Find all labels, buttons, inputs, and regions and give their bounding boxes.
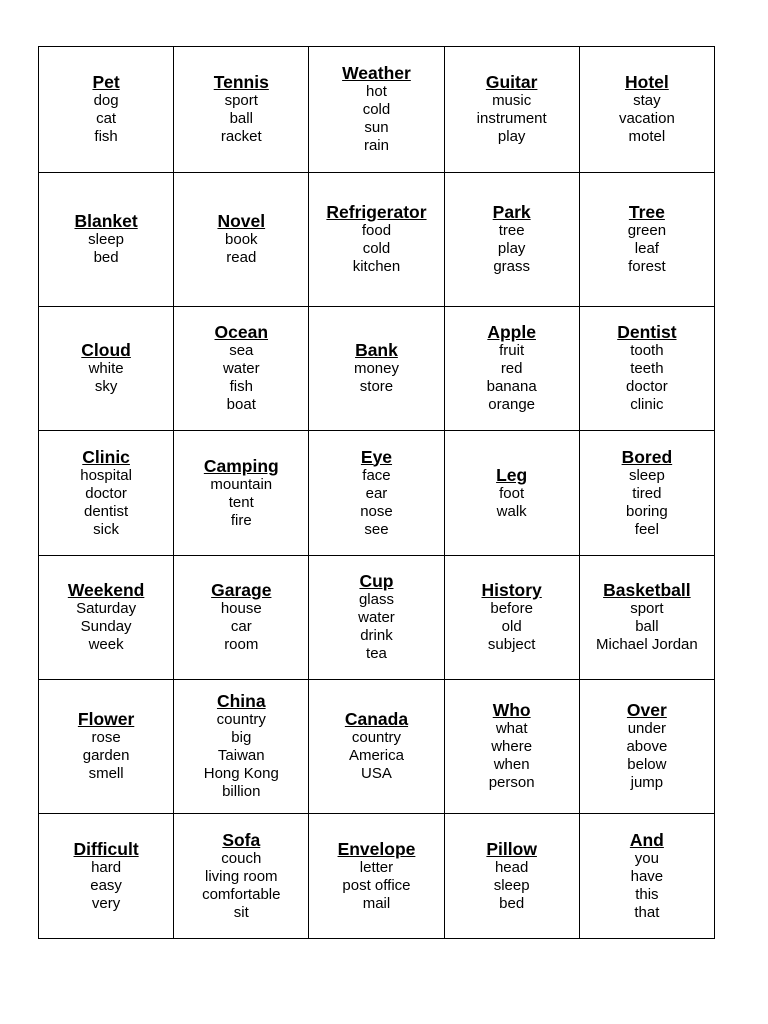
taboo-word: nose xyxy=(360,502,393,520)
taboo-word: read xyxy=(226,249,257,266)
card-title: Flower xyxy=(77,709,135,729)
word-card xyxy=(39,680,174,814)
taboo-word: hard xyxy=(91,858,122,876)
word-card xyxy=(579,814,714,939)
taboo-word: tent xyxy=(228,493,254,511)
taboo-word: hospital xyxy=(80,466,132,484)
taboo-word: tree xyxy=(498,222,525,239)
word-card xyxy=(174,47,309,173)
taboo-word: fire xyxy=(230,511,252,529)
taboo-word: book xyxy=(225,231,258,248)
taboo-card-grid xyxy=(38,46,715,939)
word-card xyxy=(309,814,444,939)
card-title: Refrigerator xyxy=(326,202,427,222)
taboo-word: couch xyxy=(221,849,262,867)
card-title: Apple xyxy=(487,322,536,342)
card-title: Dentist xyxy=(617,322,677,342)
card-title: Cup xyxy=(359,571,394,591)
taboo-word: forest xyxy=(628,258,666,275)
taboo-word: kitchen xyxy=(352,258,401,275)
card-row xyxy=(39,307,715,431)
taboo-word: feel xyxy=(634,520,659,538)
taboo-word: subject xyxy=(487,636,536,653)
taboo-word: big xyxy=(231,729,252,746)
taboo-word: letter xyxy=(359,858,394,876)
taboo-word: fruit xyxy=(499,342,525,359)
word-card xyxy=(309,47,444,173)
card-row xyxy=(39,814,715,939)
taboo-word: tired xyxy=(632,484,662,502)
card-title: Guitar xyxy=(485,72,538,92)
card-title: Bored xyxy=(621,446,673,467)
card-title: Bank xyxy=(355,340,398,360)
taboo-word: billion xyxy=(222,783,261,800)
card-title: History xyxy=(481,580,542,600)
word-card xyxy=(174,680,309,814)
taboo-word: tea xyxy=(366,645,387,662)
taboo-word: hot xyxy=(366,83,387,100)
taboo-word: country xyxy=(351,729,402,746)
taboo-word: sleep xyxy=(628,466,665,484)
word-card xyxy=(444,814,579,939)
card-title: Garage xyxy=(211,580,272,600)
taboo-word: doctor xyxy=(626,378,668,395)
card-title: Clinic xyxy=(82,446,130,467)
taboo-word: Taiwan xyxy=(217,747,265,764)
card-title: Novel xyxy=(217,211,266,231)
taboo-word: store xyxy=(359,378,394,395)
word-card xyxy=(444,431,579,556)
taboo-word: white xyxy=(88,360,124,377)
card-title: Tree xyxy=(628,202,665,222)
taboo-word: what xyxy=(495,720,528,737)
taboo-word: garden xyxy=(82,747,130,764)
word-card xyxy=(444,47,579,173)
taboo-word: teeth xyxy=(630,360,664,377)
taboo-word: living room xyxy=(205,867,278,885)
card-row xyxy=(39,173,715,307)
taboo-word: cat xyxy=(96,110,117,127)
card-title: Sofa xyxy=(222,829,261,850)
taboo-word: face xyxy=(362,466,391,484)
taboo-word: below xyxy=(627,756,667,773)
card-row xyxy=(39,47,715,173)
card-title: Cloud xyxy=(81,340,131,360)
word-card xyxy=(174,173,309,307)
taboo-word: green xyxy=(627,222,667,239)
taboo-word: money xyxy=(353,360,399,377)
taboo-word: country xyxy=(216,711,266,728)
card-title: Envelope xyxy=(337,838,416,859)
card-title: Pet xyxy=(92,72,120,92)
taboo-word: this xyxy=(635,885,659,903)
word-card xyxy=(444,680,579,814)
taboo-word: food xyxy=(361,222,392,239)
taboo-word: fish xyxy=(94,128,118,145)
taboo-word: post office xyxy=(342,876,411,894)
card-title: Canada xyxy=(344,709,409,729)
word-card xyxy=(444,307,579,431)
taboo-word: boat xyxy=(226,396,256,413)
taboo-word: ear xyxy=(365,484,388,502)
word-card xyxy=(579,173,714,307)
taboo-word: have xyxy=(630,867,664,885)
taboo-word: under xyxy=(627,720,667,737)
word-card xyxy=(309,173,444,307)
card-row xyxy=(39,556,715,680)
taboo-word: mountain xyxy=(210,475,273,493)
taboo-word: vacation xyxy=(618,110,675,127)
taboo-word: America xyxy=(348,747,404,764)
word-card xyxy=(579,431,714,556)
taboo-word: instrument xyxy=(476,110,547,127)
taboo-word: Saturday xyxy=(76,600,137,617)
grid-body xyxy=(39,47,715,939)
word-card xyxy=(309,307,444,431)
taboo-word: red xyxy=(500,360,523,377)
taboo-word: cold xyxy=(362,240,391,257)
taboo-word: car xyxy=(230,618,252,635)
taboo-word: sleep xyxy=(493,876,530,894)
taboo-word: ball xyxy=(229,110,253,127)
taboo-word: music xyxy=(492,92,532,109)
word-card xyxy=(579,47,714,173)
word-card xyxy=(579,307,714,431)
taboo-word: sport xyxy=(630,600,664,617)
card-row xyxy=(39,431,715,556)
card-title: Weather xyxy=(342,63,411,83)
word-card xyxy=(174,307,309,431)
taboo-word: drink xyxy=(360,627,393,644)
taboo-word: leaf xyxy=(634,240,659,257)
word-card xyxy=(309,680,444,814)
taboo-word: above xyxy=(626,738,668,755)
word-card xyxy=(39,431,174,556)
taboo-word: glass xyxy=(358,591,394,608)
word-card xyxy=(309,556,444,680)
taboo-word: old xyxy=(501,618,522,635)
card-title: Leg xyxy=(496,464,528,485)
taboo-word: mail xyxy=(362,894,391,912)
taboo-word: see xyxy=(364,520,389,538)
word-card xyxy=(39,47,174,173)
taboo-word: play xyxy=(497,128,526,145)
taboo-word: clinic xyxy=(630,396,664,413)
taboo-word: sun xyxy=(364,119,389,136)
taboo-word: smell xyxy=(88,765,124,782)
card-title: Hotel xyxy=(625,72,669,92)
taboo-word: rain xyxy=(363,137,389,154)
taboo-word: ball xyxy=(635,618,659,635)
taboo-word: dentist xyxy=(83,502,129,520)
card-title: Weekend xyxy=(67,580,145,600)
card-title: Park xyxy=(492,202,531,222)
taboo-word: doctor xyxy=(85,484,127,502)
card-title: Blanket xyxy=(74,211,138,231)
taboo-word: that xyxy=(634,903,660,921)
word-card xyxy=(444,173,579,307)
taboo-word: tooth xyxy=(630,342,664,359)
taboo-word: head xyxy=(494,858,529,876)
taboo-word: cold xyxy=(362,101,391,118)
taboo-word: USA xyxy=(361,765,392,782)
taboo-word: racket xyxy=(220,128,262,145)
card-title: Tennis xyxy=(213,72,269,92)
taboo-word: room xyxy=(224,636,259,653)
card-row xyxy=(39,680,715,814)
word-card xyxy=(579,680,714,814)
word-card xyxy=(39,814,174,939)
card-title: Pillow xyxy=(486,838,537,859)
card-title: Camping xyxy=(203,455,279,476)
taboo-word: easy xyxy=(90,876,122,894)
taboo-word: Michael Jordan xyxy=(596,636,698,653)
taboo-word: orange xyxy=(488,396,536,413)
taboo-word: person xyxy=(488,774,535,791)
taboo-word: Sunday xyxy=(80,618,132,635)
word-card xyxy=(39,173,174,307)
taboo-word: boring xyxy=(626,502,668,520)
taboo-word: you xyxy=(634,849,659,867)
taboo-word: bed xyxy=(499,894,525,912)
taboo-word: sea xyxy=(229,342,254,359)
taboo-word: sit xyxy=(233,903,249,921)
card-title: China xyxy=(216,691,266,711)
word-card xyxy=(309,431,444,556)
taboo-word: before xyxy=(490,600,533,617)
word-card xyxy=(39,307,174,431)
word-card xyxy=(39,556,174,680)
word-card xyxy=(174,814,309,939)
word-card xyxy=(174,556,309,680)
taboo-word: rose xyxy=(91,729,121,746)
word-card xyxy=(174,431,309,556)
taboo-word: week xyxy=(88,636,124,653)
card-title: Basketball xyxy=(603,580,691,600)
card-title: Ocean xyxy=(214,322,269,342)
taboo-word: stay xyxy=(633,92,661,109)
taboo-word: very xyxy=(91,894,121,912)
taboo-word: when xyxy=(493,756,530,773)
taboo-word: where xyxy=(491,738,533,755)
taboo-word: jump xyxy=(630,774,664,791)
card-title: Difficult xyxy=(73,838,139,859)
taboo-word: bed xyxy=(93,249,119,266)
taboo-word: water xyxy=(358,609,395,626)
taboo-word: motel xyxy=(628,128,666,145)
word-card xyxy=(444,556,579,680)
taboo-word: Hong Kong xyxy=(203,765,279,782)
word-card xyxy=(579,556,714,680)
taboo-word: comfortable xyxy=(202,885,281,903)
card-title: Over xyxy=(626,700,667,720)
taboo-word: sky xyxy=(94,378,118,395)
card-title: And xyxy=(629,829,664,850)
taboo-word: house xyxy=(220,600,262,617)
taboo-word: foot xyxy=(499,484,525,502)
taboo-word: fish xyxy=(229,378,253,395)
taboo-word: sport xyxy=(224,92,258,109)
taboo-word: water xyxy=(222,360,260,377)
card-title: Who xyxy=(492,700,531,720)
taboo-word: dog xyxy=(93,92,119,109)
taboo-word: walk xyxy=(496,502,527,520)
taboo-word: sick xyxy=(93,520,120,538)
taboo-word: grass xyxy=(493,258,530,275)
taboo-word: banana xyxy=(486,378,537,395)
taboo-word: play xyxy=(497,240,526,257)
taboo-word: sleep xyxy=(88,231,125,248)
card-title: Eye xyxy=(360,446,393,467)
